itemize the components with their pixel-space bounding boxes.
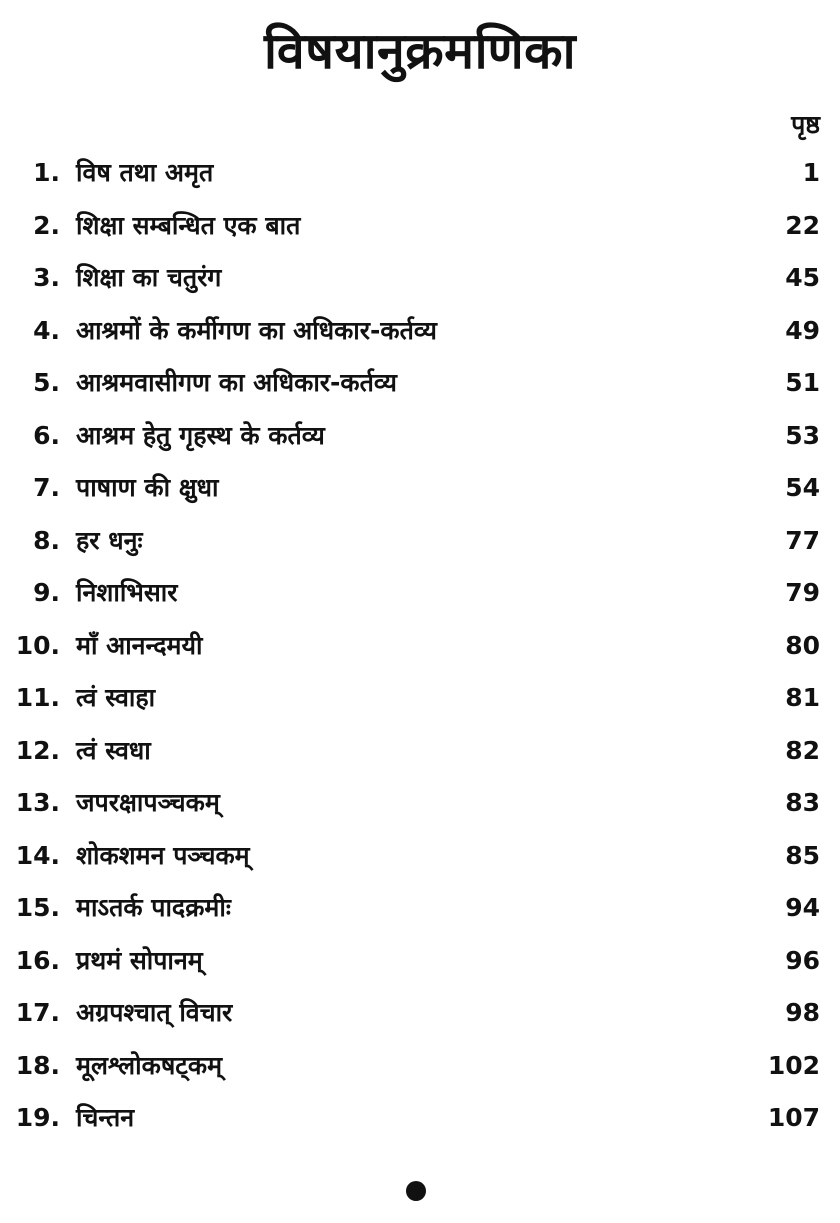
toc-entry-page: 77	[785, 525, 820, 555]
toc-entry	[0, 728, 840, 781]
toc-entry	[0, 990, 840, 1043]
toc-entry-number: 10.	[15, 630, 60, 660]
toc-list	[0, 150, 840, 1148]
toc-entry-number: 14.	[15, 840, 60, 870]
toc-entry-page: 82	[785, 735, 820, 765]
toc-entry-title: शिक्षा का चतुरंग	[76, 263, 222, 292]
toc-entry-number: 13.	[15, 788, 60, 817]
toc-entry-number: 19.	[15, 1103, 60, 1132]
toc-entry	[0, 150, 840, 203]
toc-entry-page: 80	[785, 630, 820, 660]
toc-entry-title: पाषाण की क्षुधा	[76, 473, 219, 502]
toc-entry	[0, 360, 840, 413]
toc-entry-title: आश्रम हेतु गृहस्थ के कर्तव्य	[76, 420, 325, 450]
toc-entry	[0, 833, 840, 886]
toc-entry-number: 3.	[33, 263, 60, 292]
toc-entry	[0, 780, 840, 833]
toc-entry-number: 6.	[33, 420, 60, 450]
toc-entry-number: 17.	[15, 998, 60, 1027]
toc-entry-page: 22	[785, 210, 820, 240]
toc-entry-number: 7.	[33, 473, 60, 502]
page-number-column-header: पृष्ठ	[791, 110, 820, 139]
toc-entry-page: 107	[767, 1103, 820, 1132]
bullet-dot-icon	[406, 1181, 426, 1201]
toc-entry-page: 102	[767, 1050, 820, 1080]
toc-entry-page: 96	[785, 945, 820, 975]
toc-entry-page: 53	[785, 420, 820, 450]
toc-entry-number: 8.	[33, 525, 60, 555]
toc-entry	[0, 938, 840, 991]
page-title: विषयानुक्रमणिका	[263, 22, 577, 80]
toc-entry	[0, 623, 840, 676]
toc-entry-number: 9.	[33, 578, 60, 607]
toc-entry	[0, 255, 840, 308]
toc-entry-page: 79	[785, 578, 820, 607]
toc-entry-title: त्वं स्वाहा	[76, 683, 156, 712]
toc-entry	[0, 413, 840, 466]
toc-entry	[0, 675, 840, 728]
toc-entry	[0, 518, 840, 571]
toc-entry	[0, 885, 840, 938]
toc-entry-title: त्वं स्वधा	[76, 735, 151, 765]
toc-entry-page: 45	[785, 263, 820, 292]
toc-entry-title: निशाभिसार	[76, 578, 178, 607]
toc-entry-title: शिक्षा सम्बन्धित एक बात	[76, 210, 301, 240]
toc-entry-page: 85	[785, 840, 820, 870]
toc-entry-title: मूलश्लोकषट्कम्	[76, 1050, 223, 1080]
toc-entry-page: 49	[785, 315, 820, 345]
toc-entry-title: माँ आनन्दमयी	[76, 630, 203, 660]
toc-entry	[0, 1043, 840, 1096]
toc-entry	[0, 570, 840, 623]
toc-entry-title: हर धनुः	[76, 525, 143, 555]
toc-entry-title: विष तथा अमृत	[76, 158, 214, 187]
toc-entry	[0, 308, 840, 361]
toc-entry-title: अग्रपश्चात् विचार	[76, 998, 233, 1027]
toc-entry	[0, 1095, 840, 1148]
toc-entry	[0, 465, 840, 518]
toc-entry-number: 16.	[15, 945, 60, 975]
toc-entry-number: 1.	[33, 158, 60, 187]
toc-entry-page: 83	[785, 788, 820, 817]
toc-entry-title: जपरक्षापञ्चकम्	[76, 788, 220, 817]
toc-entry-page: 51	[785, 368, 820, 397]
toc-entry-page: 98	[785, 998, 820, 1027]
toc-entry-title: प्रथमं सोपानम्	[76, 945, 203, 975]
toc-entry-number: 5.	[33, 368, 60, 397]
toc-entry-page: 1	[802, 158, 820, 187]
toc-entry-number: 18.	[15, 1050, 60, 1080]
toc-entry-page: 94	[785, 893, 820, 922]
toc-entry-page: 54	[785, 473, 820, 502]
toc-entry-title: आश्रमों के कर्मीगण का अधिकार-कर्तव्य	[76, 315, 437, 345]
toc-entry-number: 15.	[15, 893, 60, 922]
toc-entry-number: 12.	[15, 735, 60, 765]
toc-entry-title: शोकशमन पञ्चकम्	[76, 840, 250, 870]
toc-entry-page: 81	[785, 683, 820, 712]
toc-entry-number: 4.	[33, 315, 60, 345]
toc-entry-number: 2.	[33, 210, 60, 240]
toc-entry-title: आश्रमवासीगण का अधिकार-कर्तव्य	[76, 368, 397, 397]
toc-entry-title: चिन्तन	[76, 1103, 135, 1132]
toc-entry-title: माऽतर्क पादक्रमीः	[76, 893, 231, 922]
toc-entry	[0, 203, 840, 256]
toc-entry-number: 11.	[15, 683, 60, 712]
